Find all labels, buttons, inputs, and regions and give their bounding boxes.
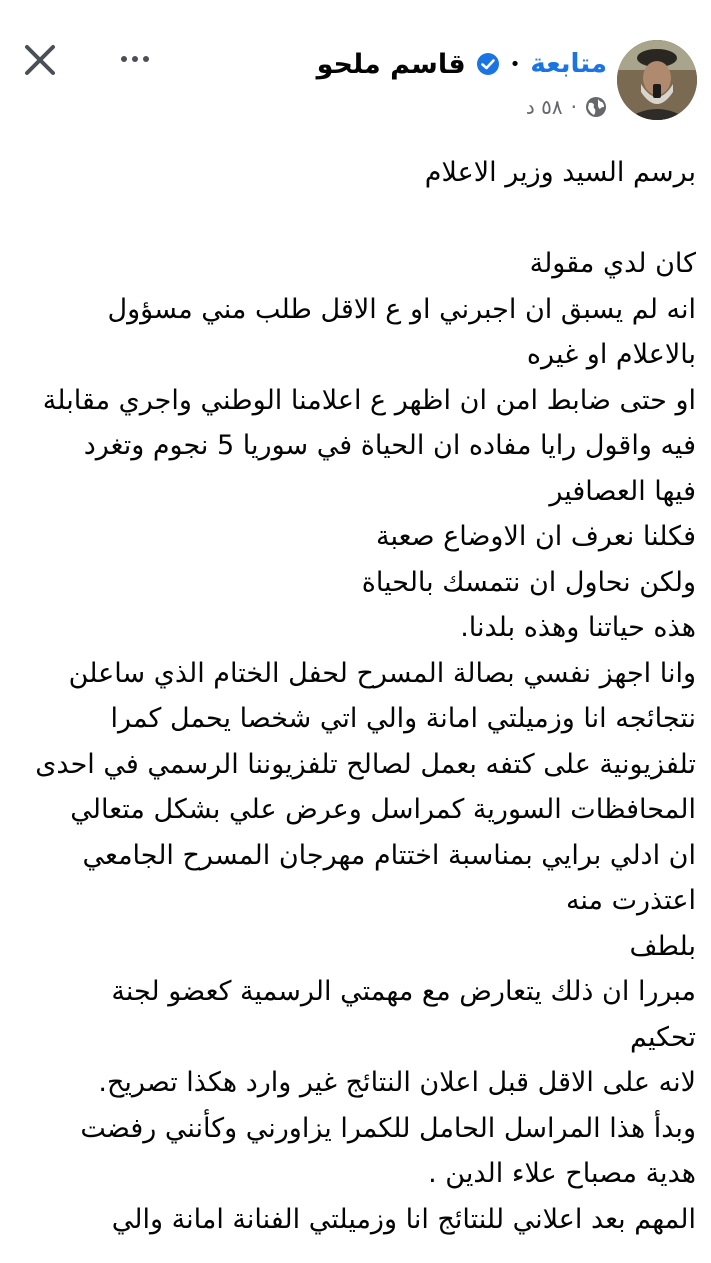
post-text-line: لانه على الاقل قبل اعلان النتائج غير وارد هكذا تصريح.	[98, 1067, 696, 1098]
verified-badge-icon	[476, 52, 500, 76]
post-text-line: بلطف	[629, 930, 696, 962]
author-row	[317, 44, 607, 84]
post-header	[0, 0, 711, 140]
post-text	[30, 150, 696, 1242]
close-button[interactable]	[20, 40, 60, 80]
post-text-line: تلفزيونية على كتفه بعمل لصالح تلفزيوننا الرسمي في احدى	[35, 748, 696, 780]
post-text-line: ولكن نحاول ان نتمسك بالحياة	[361, 566, 696, 598]
post-text-line: هدية مصباح علاء الدين .	[428, 1158, 696, 1189]
close-icon	[23, 43, 57, 77]
post-text-line: برسم السيد وزير الاعلام	[424, 157, 696, 188]
globe-icon[interactable]	[585, 96, 607, 118]
post-text-line: هذه حياتنا وهذه بلدنا.	[460, 612, 696, 643]
post-timestamp[interactable]: ٥٨ د	[525, 95, 563, 119]
more-options-button[interactable]	[110, 44, 160, 74]
post-text-line: المحافظات السورية كمراسل وعرض علي بشكل متعالي	[70, 794, 696, 825]
more-options-icon	[121, 56, 127, 62]
post-text-line: المهم بعد اعلاني للنتائج انا وزميلتي الفنانة امانة والي	[111, 1203, 696, 1235]
post-text-line: نتجائجه انا وزميلتي امانة والي اتي شخصا يحمل كمرا	[110, 703, 696, 734]
post-text-line: او حتى ضابط امن ان اظهر ع اعلامنا الوطني واجري مقابلة	[42, 384, 696, 416]
post-text-line: فيها العصافير	[549, 475, 696, 507]
meta-separator: ·	[570, 95, 577, 119]
post-text-line: وانا اجهز نفسي بصالة المسرح لحفل الختام الذي ساعلن	[68, 657, 696, 689]
post-text-line: وبدأ هذا المراسل الحامل للكمرا يزاورني وكأنني رفضت	[80, 1112, 696, 1144]
post-text-line: فيه واقول رايا مفاده ان الحياة في سوريا 5 نجوم وتغرد	[83, 430, 696, 461]
follow-button[interactable]: متابعة	[530, 49, 607, 79]
post-text-line: اعتذرت منه	[565, 885, 696, 916]
avatar[interactable]	[617, 40, 697, 120]
post-meta	[526, 92, 607, 122]
separator-dot: •	[509, 53, 521, 75]
post-text-line: تحكيم	[630, 1021, 696, 1053]
post-text-line	[30, 196, 696, 242]
author-name[interactable]: قاسم ملحو	[316, 48, 466, 80]
post-text-line: بالاعلام او غيره	[526, 339, 696, 370]
profile-photo	[617, 40, 697, 120]
post-text-line: ان ادلي برايي بمناسبة اختتام مهرجان المسرح الجامعي	[82, 839, 696, 871]
post-text-line: كان لدي مقولة	[529, 248, 696, 279]
post-text-line: انه لم يسبق ان اجبرني او ع الاقل طلب مني مسؤول	[107, 293, 696, 325]
post-text-line: مبررا ان ذلك يتعارض مع مهمتي الرسمية كعضو لجنة	[111, 976, 696, 1007]
post-text-line: فكلنا نعرف ان الاوضاع صعبة	[376, 521, 696, 552]
